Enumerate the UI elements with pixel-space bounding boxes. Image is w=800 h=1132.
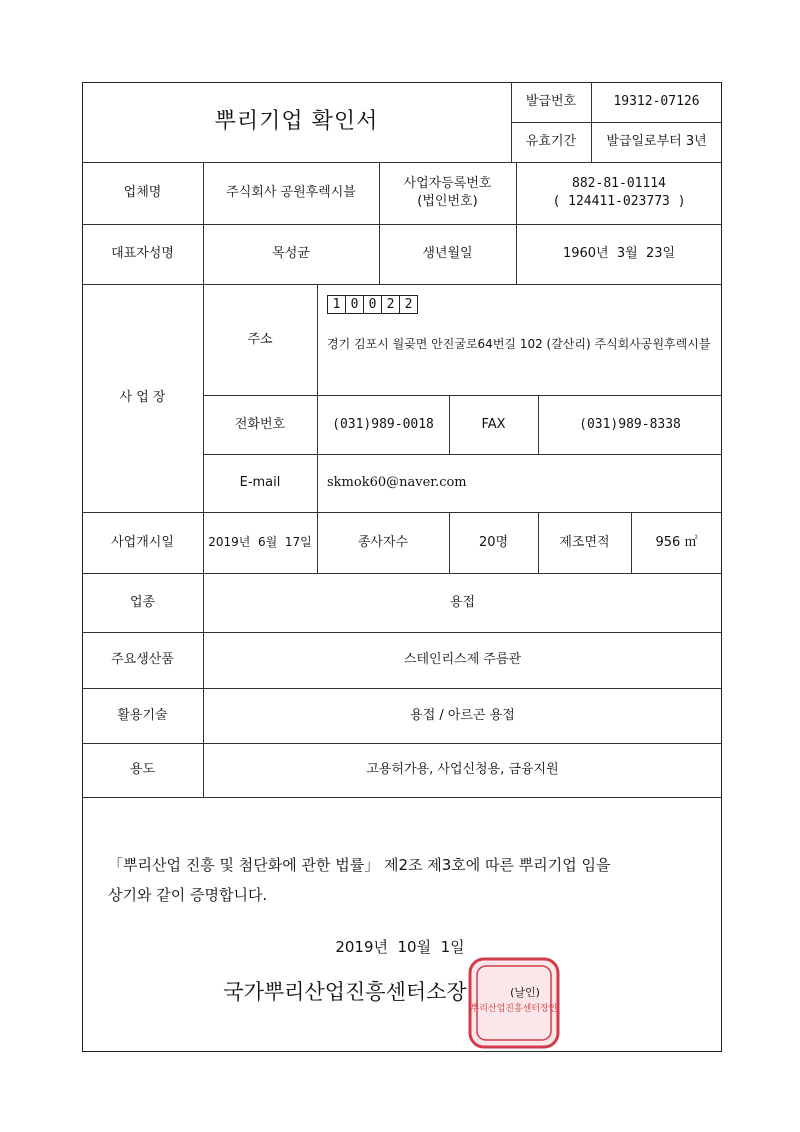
validity-label: 유효기간 [525,134,577,150]
validity-value: 발급일로부터 3년 [606,134,707,150]
purpose-label: 용도 [129,762,156,778]
postal-digit: 2 [381,295,400,314]
email-label: E-mail [239,475,281,491]
birth-value: 1960년 3월 23일 [562,246,676,262]
business-reg-label [379,162,516,224]
document-title: 뿌리기업 확인서 [214,109,379,135]
postal-digit: 0 [363,295,382,314]
start-date-label: 사업개시일 [111,534,174,550]
seal-text: 뿌리산업진흥센터장인 [470,1004,558,1014]
start-date-value: 2019년 6월 17일 [208,535,312,550]
official-seal [466,955,562,1051]
business-reg-number: 882-81-01114 [572,176,666,192]
business-reg-value [516,162,722,224]
postal-digit: 2 [399,295,418,314]
phone-value: (031)989-0018 [332,416,434,432]
area-label: 제조면적 [559,534,610,550]
products-label: 주요생산품 [111,652,174,668]
industry-value: 용접 [449,594,476,610]
technology-label: 활용기술 [117,707,168,723]
industry-label: 업종 [129,594,156,610]
email-value: skmok60@naver.com [327,475,467,491]
address-value: 경기 김포시 월곶면 안진굴로64번길 102 (갈산리) 주식회사공원후렉시블 [327,337,711,351]
issue-date: 2019년 10월 1일 [335,937,465,956]
worksite-label: 사 업 장 [119,390,166,406]
seal-border [470,959,558,1047]
technology-value: 용접 / 아르곤 용접 [410,707,515,723]
statement-line-2: 상기와 같이 증명합니다. [108,886,268,904]
fax-value: (031)989-8338 [579,416,681,432]
seal-mark: (날인) [510,985,540,999]
address-block [317,284,722,395]
corporate-number: ( 124411-023773 ) [552,194,686,209]
postal-digit: 1 [327,295,346,314]
ceo-value: 목성균 [272,246,310,262]
address-label: 주소 [247,331,273,347]
business-reg-label-line1: 사업자등록번호 [403,176,492,192]
ceo-label: 대표자성명 [111,246,174,262]
statement-line-1: 「뿌리산업 진흥 및 첨단화에 관한 법률」 제2조 제3호에 따른 뿌리기업 임을 [108,856,611,874]
issue-number-value: 19312-07126 [613,94,700,110]
birth-label: 생년월일 [422,246,473,262]
products-value: 스테인리스제 주름관 [403,652,522,668]
company-label: 업체명 [123,185,162,201]
company-value: 주식회사 공원후렉시블 [226,185,356,201]
postal-digit: 0 [345,295,364,314]
area-value: 956 ㎡ [655,534,698,550]
employees-value: 20명 [478,534,509,550]
issue-number-label: 발급번호 [525,94,577,110]
phone-label: 전화번호 [234,416,286,432]
employees-label: 종사자수 [357,534,409,550]
issuer-name: 국가뿌리산업진흥센터소장 [223,979,467,1004]
postal-code [327,295,417,314]
rule [82,797,722,798]
purpose-value: 고용허가용, 사업신청용, 금융지원 [366,762,559,778]
business-reg-label-line2: (법인번호) [417,194,478,209]
fax-label: FAX [481,416,506,432]
